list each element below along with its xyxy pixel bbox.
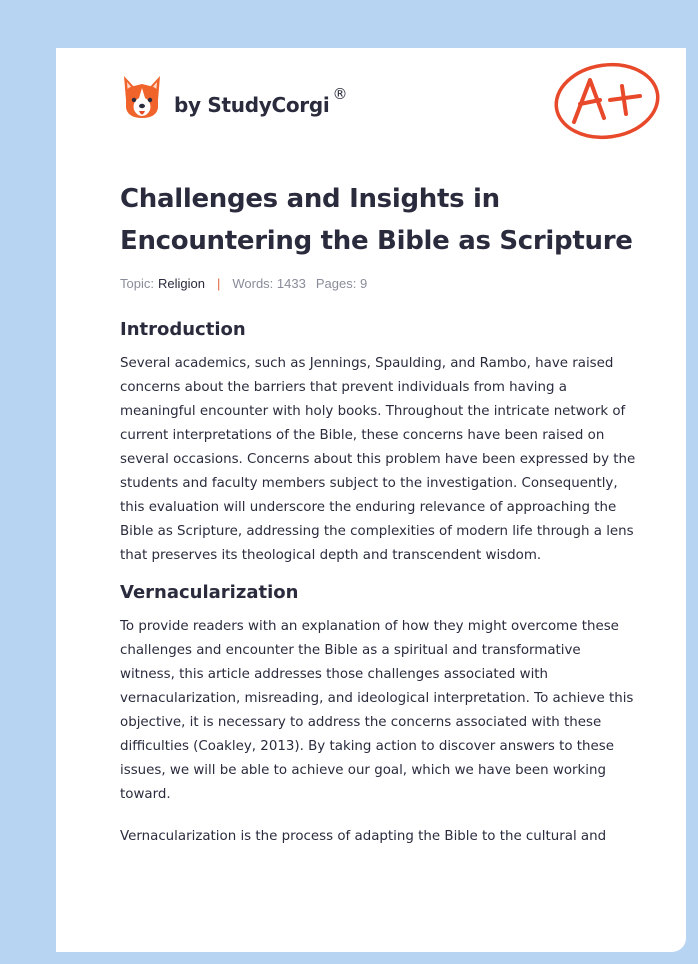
- corgi-logo-icon: [120, 74, 164, 122]
- topic-label: Topic:: [120, 276, 154, 291]
- pages-label: Pages:: [315, 276, 357, 291]
- section-heading-vernacularization: Vernacularization: [120, 582, 299, 603]
- paragraph: Several academics, such as Jennings, Spaulding, and Rambo, have raised concerns about the barriers that prevent individuals from having a meaningful encounter with holy books. Throughout the intricate network of current interpretations of the Bible, these concerns have been raised on several occasions. Concerns about this problem have been expressed by the students and faculty members subject to the investigation. Consequently, this evaluation will underscore the enduring relevance of approaching the Bible as Scripture, addressing the complexities of modern life through a lens that preserves its theological depth and transcendent wisdom.: [120, 356, 636, 563]
- words-label: Words:: [232, 276, 274, 291]
- document-meta: [120, 276, 636, 291]
- document-title: Challenges and Insights in Encountering the Bible as Scripture: [120, 184, 633, 256]
- meta-separator: |: [216, 276, 221, 291]
- header: [120, 74, 650, 144]
- topic-link[interactable]: Religion: [157, 276, 205, 291]
- paragraph: To provide readers with an explanation of how they might overcome these challenges and encounter the Bible as a spiritual and transformative witness, this article addresses those challenges associated with vernacularization, misreading, and ideological interpretation. To achieve this objective, it is necessary to address the concerns associated with these difficulties (Coakley, 2013). By taking action to discover answers to these issues, we will be able to achieve our goal, which we have been working toward.: [120, 619, 634, 802]
- paragraph: Vernacularization is the process of adapting the Bible to the cultural and: [120, 829, 607, 844]
- document-content: [120, 178, 636, 849]
- brand-logo[interactable]: [120, 74, 347, 122]
- a-plus-grade-icon: [552, 60, 662, 142]
- section-heading-introduction: Introduction: [120, 319, 246, 340]
- words-count: 1433: [276, 276, 306, 291]
- registered-mark: ®: [332, 85, 348, 103]
- pages-count: 9: [359, 276, 368, 291]
- document-page: [56, 48, 686, 952]
- brand-name: by StudyCorgi ®: [174, 85, 348, 117]
